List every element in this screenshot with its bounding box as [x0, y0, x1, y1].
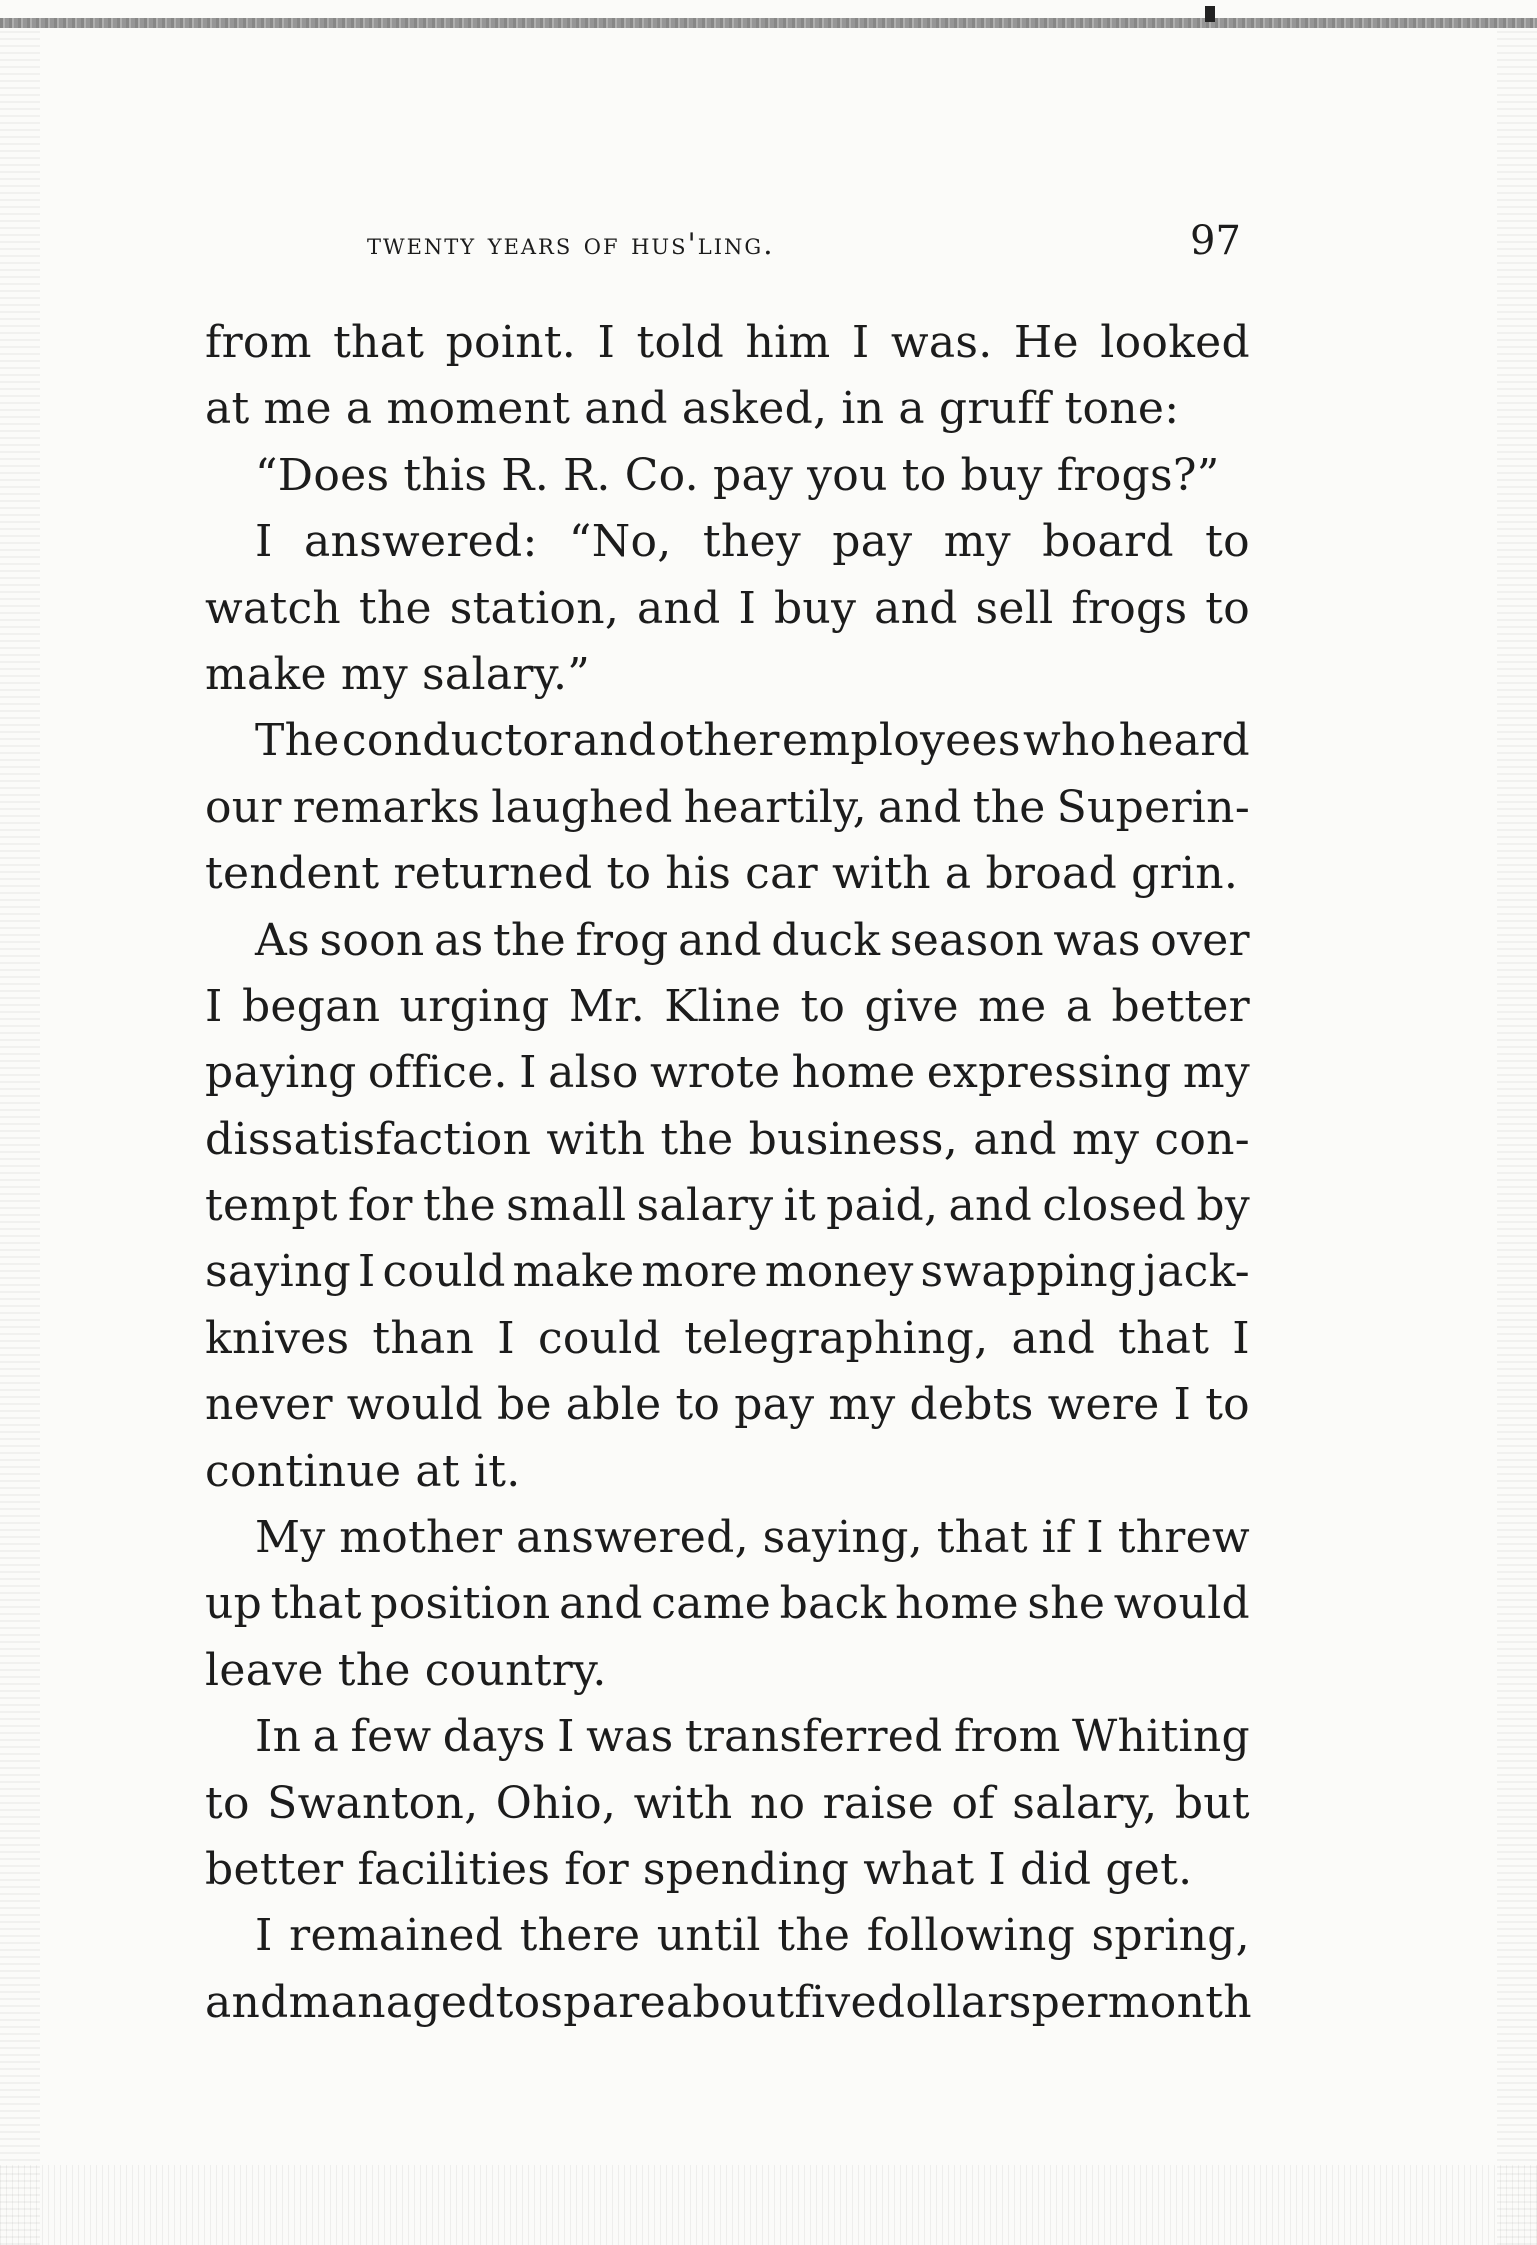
word: to [675, 1379, 721, 1431]
word: laughed [491, 781, 673, 833]
word: that [936, 1512, 1028, 1564]
word: could [537, 1312, 662, 1364]
word: the [493, 914, 566, 966]
word: remarks [292, 781, 481, 833]
text-line [205, 1970, 1250, 2036]
word: and [636, 582, 721, 634]
text-line [205, 1239, 1250, 1305]
word: per [1031, 1976, 1108, 2028]
word: grin. [1131, 848, 1239, 900]
page-number: 97 [1190, 218, 1241, 264]
word: no [749, 1777, 806, 1829]
word: my [828, 1379, 896, 1431]
word: until [656, 1910, 761, 1962]
word: saying, [762, 1512, 923, 1564]
word: began [241, 980, 381, 1032]
word: Mr. [568, 980, 645, 1032]
word: “Does [255, 449, 390, 501]
word: spending [642, 1843, 850, 1895]
word: dissatisfaction [205, 1113, 532, 1165]
word: my [340, 648, 409, 700]
text-line [205, 1107, 1250, 1173]
word: days [442, 1711, 546, 1763]
word: and [678, 914, 762, 966]
word: business, [748, 1113, 959, 1165]
word: more [641, 1246, 758, 1298]
word: facilities [357, 1843, 551, 1895]
text-line [205, 1306, 1250, 1372]
text-line [205, 908, 1250, 974]
word: knives [205, 1312, 350, 1364]
text-line [205, 1173, 1250, 1239]
left-margin-scan-noise [0, 30, 40, 2245]
text-line [205, 775, 1250, 841]
word: and [948, 1180, 1033, 1232]
word: that [1118, 1312, 1210, 1364]
word: who [1023, 715, 1117, 767]
word: and [205, 1976, 289, 2028]
word: I [255, 1910, 273, 1962]
word: “No, [568, 516, 672, 568]
word: five [794, 1976, 877, 2028]
word: make [205, 648, 327, 700]
word: I [519, 1047, 537, 1099]
word: to [495, 1976, 541, 2028]
top-border-rule [0, 18, 1537, 28]
word: at [205, 383, 250, 435]
word: transferred [684, 1711, 943, 1763]
text-line [205, 841, 1250, 907]
word: my [1182, 1047, 1250, 1099]
word: and [1011, 1312, 1096, 1364]
word: that [333, 317, 425, 368]
word: to [606, 848, 652, 900]
word: that [270, 1578, 362, 1630]
bottom-margin-scan-noise [0, 2165, 1537, 2245]
word: the [358, 582, 432, 634]
word: for [564, 1843, 629, 1895]
word: continue [205, 1445, 402, 1497]
word: I [357, 1246, 376, 1298]
word: dollars [876, 1976, 1032, 2028]
word: Co. [624, 449, 699, 501]
word: a [345, 383, 373, 435]
word: sell [975, 582, 1054, 634]
word: better [1111, 980, 1250, 1032]
word: paying [205, 1047, 357, 1099]
word: employees [782, 715, 1021, 767]
word: home [791, 1047, 916, 1099]
word: I [255, 516, 273, 568]
word: would [346, 1379, 484, 1431]
text-line [205, 1040, 1250, 1106]
word: to [800, 980, 846, 1032]
word: Kline [664, 980, 782, 1032]
text-line [205, 376, 1250, 442]
word: if [1041, 1512, 1073, 1564]
word: was. [890, 317, 993, 368]
word: me [263, 383, 332, 435]
word: at [415, 1445, 460, 1497]
word: soon [319, 914, 425, 966]
word: you [807, 449, 888, 501]
text-line [205, 509, 1250, 575]
word: R. [501, 449, 549, 501]
word: Ohio, [495, 1777, 617, 1829]
word: my [943, 516, 1011, 568]
word: saying [205, 1246, 352, 1298]
word: I [851, 317, 870, 368]
word: I [1173, 1379, 1192, 1431]
word: with [831, 848, 931, 900]
word: salary.” [422, 648, 591, 700]
word: was [1053, 914, 1141, 966]
word: He [1013, 317, 1079, 368]
word: expressing [926, 1047, 1172, 1099]
word: about [665, 1976, 795, 2028]
word: never [205, 1379, 333, 1431]
text-line [205, 1837, 1250, 1903]
right-margin-scan-noise [1497, 30, 1537, 2245]
running-title: twenty years of hus'ling. [367, 227, 775, 262]
word: what [863, 1843, 975, 1895]
word: salary, [1012, 1777, 1158, 1829]
word: threw [1117, 1512, 1250, 1564]
word: a [1065, 980, 1093, 1032]
word: heard [1118, 715, 1250, 767]
word: tempt [205, 1180, 338, 1232]
word: other [658, 715, 780, 767]
word: to [205, 1777, 250, 1829]
word: pay [734, 1379, 815, 1431]
word: R. [562, 449, 611, 501]
word: con- [1154, 1113, 1250, 1165]
word: debts [909, 1379, 1034, 1431]
word: duck [771, 914, 881, 966]
word: it [783, 1180, 816, 1232]
word: be [496, 1379, 552, 1431]
word: and [874, 582, 958, 634]
word: position [370, 1578, 551, 1630]
word: the [660, 1113, 734, 1165]
text-line [205, 576, 1250, 642]
word: looked [1100, 317, 1250, 368]
word: heartily, [683, 781, 867, 833]
word: Whiting [1072, 1711, 1250, 1763]
word: My [255, 1512, 326, 1564]
word: for [348, 1180, 413, 1232]
word: home [895, 1578, 1019, 1630]
text-line [205, 1372, 1250, 1438]
word: a [312, 1711, 340, 1763]
word: up [205, 1578, 263, 1630]
word: his [665, 848, 732, 900]
word: with [546, 1113, 646, 1165]
word: buy [773, 582, 857, 634]
word: I [497, 1312, 515, 1364]
word: the [777, 1910, 851, 1962]
text-line [205, 310, 1250, 376]
word: also [548, 1047, 639, 1099]
word: than [372, 1312, 475, 1364]
word: returned [393, 848, 593, 900]
word: better [205, 1843, 344, 1895]
text-line [205, 443, 1250, 509]
word: jack- [1143, 1246, 1250, 1298]
word: frogs?” [1056, 449, 1220, 501]
word: pay [832, 516, 913, 568]
word: make [512, 1246, 635, 1298]
word: me [978, 980, 1047, 1032]
word: him [745, 317, 831, 368]
word: get. [1105, 1843, 1193, 1895]
word: this [403, 449, 488, 501]
word: Superin- [1056, 781, 1250, 833]
word: spare [540, 1976, 666, 2028]
printer-mark [1205, 6, 1215, 22]
word: I [738, 582, 757, 634]
word: from [953, 1711, 1061, 1763]
word: a [898, 383, 925, 435]
word: I [557, 1711, 575, 1763]
word: wrote [649, 1047, 781, 1099]
word: leave [205, 1644, 324, 1696]
word: the [422, 1180, 496, 1232]
word: and [877, 781, 962, 833]
word: I [988, 1843, 1006, 1895]
text-line [205, 1704, 1250, 1770]
word: to [1205, 1379, 1250, 1431]
word: a [944, 848, 972, 900]
word: In [255, 1711, 302, 1763]
word: and [973, 1113, 1057, 1165]
word: over [1150, 914, 1250, 966]
word: it. [473, 1445, 521, 1497]
word: swapping [920, 1246, 1137, 1298]
word: remained [289, 1910, 504, 1962]
word: buy [960, 449, 1043, 501]
word: conductor [341, 715, 571, 767]
word: by [1196, 1180, 1250, 1232]
word: few [350, 1711, 432, 1763]
word: office. [367, 1047, 508, 1099]
word: in [841, 383, 885, 435]
word: told [636, 317, 725, 368]
word: following [866, 1910, 1076, 1962]
word: with [633, 1777, 733, 1829]
word: back [779, 1578, 887, 1630]
word: month [1107, 1976, 1252, 2028]
body-text [205, 310, 1250, 2036]
text-line [205, 1903, 1250, 1969]
word: was [586, 1711, 674, 1763]
word: tendent [205, 848, 380, 900]
word: were [1047, 1379, 1160, 1431]
word: broad [985, 848, 1118, 900]
word: I [1086, 1512, 1104, 1564]
text-line [205, 974, 1250, 1040]
word: managed [288, 1976, 496, 2028]
word: answered, [516, 1512, 749, 1564]
word: from [205, 317, 312, 368]
word: came [651, 1578, 772, 1630]
word: paid, [826, 1180, 939, 1232]
word: small [506, 1180, 627, 1232]
word: they [702, 516, 801, 568]
word: there [519, 1910, 641, 1962]
text-line [205, 1638, 1250, 1704]
word: pay [712, 449, 794, 501]
word: our [205, 781, 282, 833]
word: my [1072, 1113, 1140, 1165]
word: money [764, 1246, 914, 1298]
word: of [951, 1777, 995, 1829]
word: closed [1042, 1180, 1187, 1232]
text-line [205, 1505, 1250, 1571]
word: she [1027, 1578, 1106, 1630]
word: station, [449, 582, 620, 634]
word: Swanton, [267, 1777, 479, 1829]
word: watch [205, 582, 342, 634]
word: the [972, 781, 1046, 833]
word: would [1113, 1578, 1250, 1630]
text-line [205, 1771, 1250, 1837]
word: telegraphing, [684, 1312, 989, 1364]
word: and [559, 1578, 643, 1630]
word: moment [386, 383, 571, 435]
word: gruff [938, 383, 1051, 435]
word: spring, [1091, 1910, 1250, 1962]
word: point. [445, 317, 577, 368]
word: to [1205, 582, 1250, 634]
word: to [901, 449, 947, 501]
word: could [382, 1246, 506, 1298]
word: frogs [1071, 582, 1188, 634]
word: to [1205, 516, 1250, 568]
word: The [255, 715, 340, 767]
word: I [1232, 1312, 1250, 1364]
text-line [205, 1571, 1250, 1637]
word: I [597, 317, 616, 368]
word: and [572, 715, 657, 767]
word: As [255, 914, 310, 966]
word: as [434, 914, 484, 966]
word: salary [636, 1180, 774, 1232]
word: car [745, 848, 818, 900]
word: answered: [303, 516, 538, 568]
word: frog [575, 914, 669, 966]
word: tone: [1064, 383, 1180, 435]
word: urging [399, 980, 550, 1032]
word: the [337, 1644, 411, 1696]
word: raise [822, 1777, 935, 1829]
word: season [889, 914, 1044, 966]
word: did [1020, 1843, 1092, 1895]
text-line [205, 1439, 1250, 1505]
word: give [864, 980, 959, 1032]
word: board [1042, 516, 1174, 568]
text-line [205, 708, 1250, 774]
word: but [1174, 1777, 1250, 1829]
word: able [565, 1379, 662, 1431]
word: and [584, 383, 668, 435]
text-line [205, 642, 1250, 708]
word: country. [424, 1644, 607, 1696]
word: I [205, 980, 223, 1032]
word: asked, [681, 383, 828, 435]
word: mother [339, 1512, 503, 1564]
